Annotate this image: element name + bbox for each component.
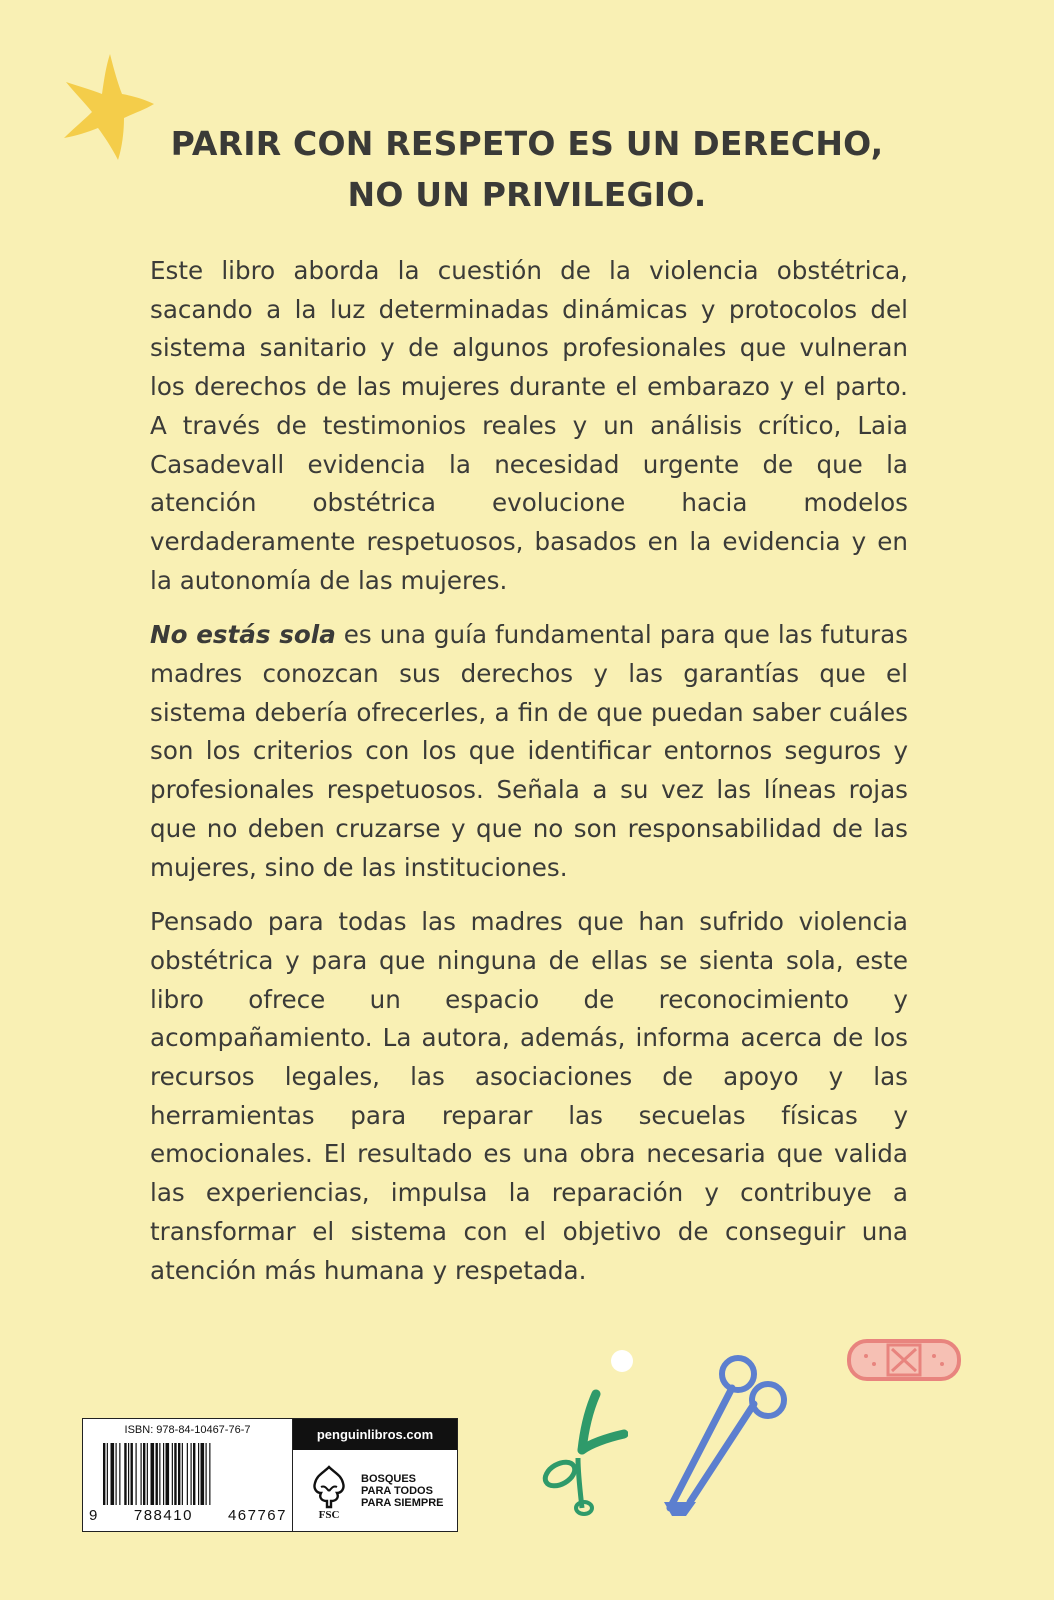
fsc-slogan <box>361 1473 444 1509</box>
fsc-slogan-line-2: PARA TODOS <box>361 1484 433 1497</box>
barcode-panel <box>82 1418 458 1532</box>
scissors-icon <box>538 1388 628 1518</box>
barcode-icon <box>103 1443 281 1505</box>
fsc-slogan-line-3: PARA SIEMPRE <box>361 1496 444 1509</box>
dot-icon <box>608 1347 636 1375</box>
barcode-area <box>83 1419 293 1531</box>
barcode-digit-group-1: 788410 <box>133 1507 193 1524</box>
headline-line-2: NO UN PRIVILEGIO. <box>347 175 707 214</box>
barcode-digit-group-2: 467767 <box>227 1507 287 1524</box>
paragraph-3: Pensado para todas las madres que han sufrido violencia obstétrica y para que ninguna de ellas se sienta sola, este libro ofrece un espacio de reconocimiento y acompañamiento. La autora, además, informa acerca de los recursos legales, las asociaciones de apoyo y las herramientas para reparar las secuelas físicas y emocionales. El resultado es una obra necesaria que valida las experiencias, impulsa la reparación y contribuye a transformar el sistema con el objetivo de conseguir una atención más humana y respetada. <box>150 907 908 1285</box>
fsc-tree-icon <box>307 1463 351 1519</box>
paragraph-1: Este libro aborda la cuestión de la violencia obstétrica, sacando a la luz determinadas dinámicas y protocolos del sistema sanitario y de algunos profesionales que vulneran los derechos de las mujeres durante el embarazo y el parto. A través de testimonios reales y un análisis crítico, Laia Casadevall evidencia la necesidad urgente de que la atención obstétrica evolucione hacia modelos verdaderamente respetuosos, basados en la evidencia y en la autonomía de las mujeres. <box>150 256 908 595</box>
fsc-label: FSC <box>318 1508 340 1519</box>
fsc-certification <box>293 1450 457 1531</box>
publisher-panel <box>293 1419 457 1531</box>
headline-line-1: PARIR CON RESPETO ES UN DERECHO, <box>170 124 884 163</box>
safety-pin-icon <box>656 1352 796 1522</box>
paragraph-2-text: es una guía fundamental para que las futuras madres conozcan sus derechos y las garantías que el sistema debería ofrecerles, a fin de que puedan saber cuáles son los criterios con los que identificar entornos seguros y profesionales respetuosos. Señala a su vez las líneas rojas que no deben cruzarse y que no son responsabilidad de las mujeres, sino de las instituciones. <box>150 620 908 882</box>
paragraph-2 <box>150 616 908 887</box>
fsc-slogan-line-1: BOSQUES <box>361 1472 417 1485</box>
barcode-digit-prefix: 9 <box>89 1507 99 1524</box>
bandage-icon <box>846 1338 962 1384</box>
barcode-digits <box>89 1507 287 1524</box>
synopsis <box>150 252 908 1290</box>
book-title: No estás sola <box>150 620 336 650</box>
isbn-label: ISBN: 978-84-10467-76-7 <box>124 1424 251 1436</box>
headline <box>100 118 954 220</box>
publisher-website: penguinlibros.com <box>293 1419 457 1450</box>
